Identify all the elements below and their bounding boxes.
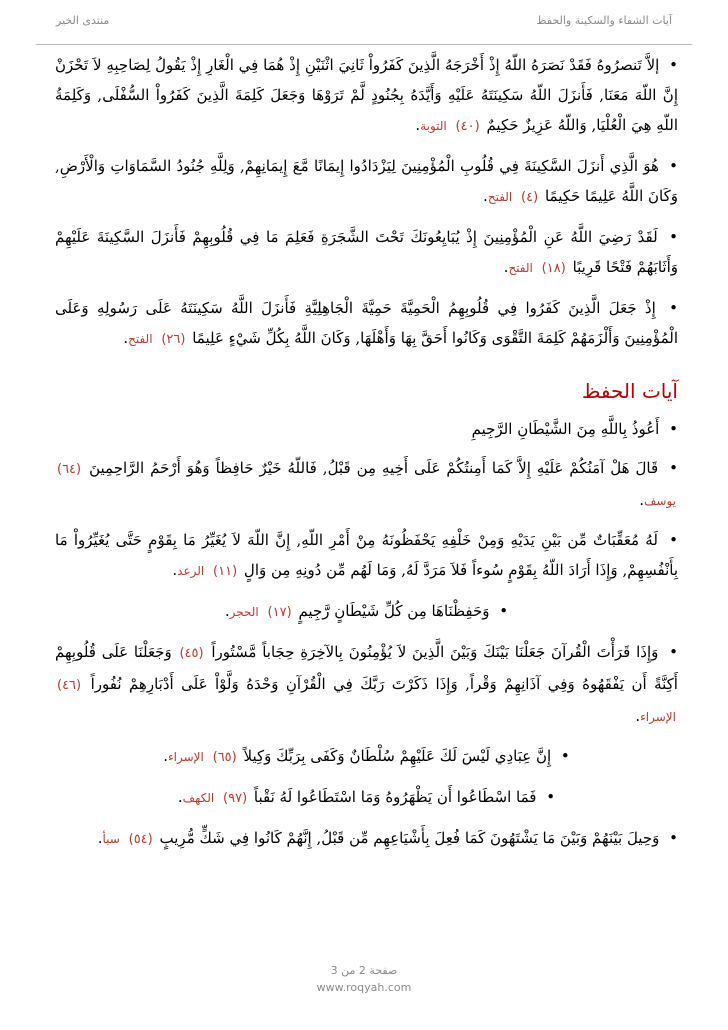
verse-text: وَإِذَا قَرَأْتَ الْقُرآنَ جَعَلْنَا بَيْنَكَ وَبَيْنَ الَّذِينَ لاَ يُؤْمِنُونَ بِالآخِرَةِ حِجَاباً مَّسْتُوراً bbox=[211, 643, 659, 661]
verse-end: . bbox=[639, 491, 644, 509]
verse-text: وَحَفِظْنَاهَا مِن كُلِّ شَيْطَانٍ رَّجِيمٍ bbox=[298, 602, 490, 620]
verse-sakina-3 bbox=[55, 222, 678, 284]
verse-text: إِنَّ عِبَادِي لَيْسَ لَكَ عَلَيْهِمْ سُلْطَانٌ وَكَفَى بِرَبِّكَ وَكِيلاً bbox=[243, 747, 552, 765]
verse-end: . bbox=[635, 707, 641, 725]
document-title: آيات الشفاء والسكينة والحفظ bbox=[536, 14, 672, 27]
verse-text: لَقَدْ رَضِيَ اللَّهُ عَنِ الْمُؤْمِنِينَ إِذْ يُبَايِعُونَكَ تَحْتَ الشَّجَرَةِ فَعَلِمَ مَا فِي قُلُوبِهِمْ فَأَنزَلَ السَّكِينَةَ عَلَيْهِمْ وَأَثَابَهُمْ فَتْحًا قَرِيبًا bbox=[55, 228, 678, 276]
bullet: • bbox=[669, 157, 678, 175]
verse-text: لَهُ مُعَقِّبَاتٌ مِّن بَيْنِ يَدَيْهِ وَمِنْ خَلْفِهِ يَحْفَظُونَهُ مِنْ أَمْرِ اللّهِ, إِنَّ اللّهَ لاَ يُغَيِّرُ مَا بِقَوْمٍ حَتَّى يُغَيِّرُواْ مَا بِأَنْفُسِهِمْ, وَإِذَا أَرَادَ اللّهُ بِقَوْمٍ سُوءاً فَلاَ مَرَدَّ لَهُ, وَمَا لَهُم مِّن دُونِهِ مِن وَالٍ bbox=[55, 531, 678, 579]
surah-name: الفتح bbox=[487, 190, 513, 204]
surah-name: الرعد bbox=[177, 564, 205, 578]
bullet: • bbox=[546, 788, 556, 806]
verse-number: (٩٧) bbox=[223, 791, 248, 806]
bullet: • bbox=[560, 747, 570, 765]
site-name: منتدى الخير bbox=[56, 14, 110, 27]
verse-end: . bbox=[172, 561, 178, 579]
verse-hifz-8 bbox=[55, 823, 678, 855]
surah-name: الفتح bbox=[128, 332, 153, 346]
verse-end: . bbox=[483, 187, 488, 205]
verse-number: (١٨) bbox=[541, 261, 566, 276]
page-footer bbox=[0, 962, 728, 996]
verse-hifz-6 bbox=[55, 741, 678, 773]
surah-name: الكهف bbox=[182, 791, 215, 805]
bullet: • bbox=[669, 299, 678, 317]
verse-hifz-2 bbox=[55, 453, 678, 516]
bullet: • bbox=[669, 420, 678, 438]
bullet: • bbox=[669, 643, 678, 661]
section-title: آيات الحفظ bbox=[581, 379, 678, 403]
verse-text: أَعُوذُ بِاللَّهِ مِنَ الشَّيْطَانِ الرَّجِيمِ bbox=[471, 420, 660, 438]
verse-text-continued: وَجَعَلْنَا عَلَى قُلُوبِهِمْ أَكِنَّةً أَن يَفْقَهُوهُ وَفِي آذَانِهِمْ وَقْراً, وَإِذَا ذَكَرْتَ رَبَّكَ فِي الْقُرْآنِ وَحْدَهُ وَلَّوْاْ عَلَى أَدْبَارِهِمْ نُفُوراً bbox=[55, 643, 678, 693]
verse-hifz-7 bbox=[55, 782, 678, 814]
bullet: • bbox=[669, 56, 678, 74]
page-content bbox=[55, 50, 678, 855]
verse-number: (٢٦) bbox=[161, 332, 186, 347]
verse-end: . bbox=[123, 329, 129, 347]
verse-end: . bbox=[224, 602, 230, 620]
verse-end: . bbox=[503, 258, 509, 276]
bullet: • bbox=[669, 531, 678, 549]
verse-hifz-1 bbox=[55, 414, 678, 444]
verse-number: (١١) bbox=[213, 564, 238, 579]
bullet: • bbox=[669, 228, 678, 246]
bullet: • bbox=[669, 459, 678, 477]
bullet: • bbox=[499, 602, 509, 620]
verse-end: . bbox=[97, 829, 103, 847]
bullet: • bbox=[669, 829, 678, 847]
verse-end: . bbox=[415, 116, 421, 134]
verse-number: (٦٥) bbox=[212, 750, 237, 765]
verse-sakina-2 bbox=[55, 151, 678, 213]
verse-hifz-3 bbox=[55, 525, 678, 587]
footer-url[interactable]: www.roqyah.com bbox=[316, 981, 412, 994]
verse-number: (٥٤) bbox=[128, 832, 153, 847]
verse-number: (٤٦) bbox=[57, 678, 82, 693]
page-header bbox=[36, 10, 692, 45]
verse-sakina-4 bbox=[55, 293, 678, 355]
verse-text: وَحِيلَ بَيْنَهُمْ وَبَيْنَ مَا يَشْتَهُونَ كَمَا فُعِلَ بِأَشْيَاعِهِم مِّن قَبْلُ, إِنَّهُمْ كَانُوا فِي شَكٍّ مُّرِيبٍ bbox=[159, 829, 660, 847]
verse-text: فَمَا اسْطَاعُوا أَن يَظْهَرُوهُ وَمَا اسْتَطَاعُوا لَهُ نَقْباً bbox=[253, 788, 537, 806]
verse-text: هُوَ الَّذِي أَنزَلَ السَّكِينَةَ فِي قُلُوبِ الْمُؤْمِنِينَ لِيَزْدَادُوا إِيمَانًا مَّعَ إِيمَانِهِمْ, وَلِلَّهِ جُنُودُ السَّمَاوَاتِ وَالْأَرْضِ, وَكَانَ اللَّهُ عَلِيمًا حَكِيمًا bbox=[55, 157, 678, 205]
verse-text: إِذْ جَعَلَ الَّذِينَ كَفَرُوا فِي قُلُوبِهِمُ الْحَمِيَّةَ حَمِيَّةَ الْجَاهِلِيَّةِ فَأَنزَلَ اللَّهُ سَكِينَتَهُ عَلَى رَسُولِهِ وَعَلَى الْمُؤْمِنِينَ وَأَلْزَمَهُمْ كَلِمَةَ التَّقْوَى وَكَانُوا أَحَقَّ بِهَا وَأَهْلَهَا, وَكَانَ اللَّهُ بِكُلِّ شَيْءٍ عَلِيمًا bbox=[55, 299, 678, 347]
surah-name: يوسف bbox=[643, 494, 676, 508]
surah-name: سبأ bbox=[102, 832, 120, 846]
verse-number: (٦٤) bbox=[57, 462, 82, 477]
verse-end: . bbox=[177, 788, 183, 806]
verse-number: (٤) bbox=[521, 190, 539, 205]
verse-text: قَالَ هَلْ آمَنُكُمْ عَلَيْهِ إِلاَّ كَمَا أَمِنتُكُمْ عَلَى أَخِيهِ مِن قَبْلُ, فَاللّهُ خَيْرٌ حَافِظاً وَهُوَ أَرْحَمُ الرَّاحِمِينَ bbox=[89, 459, 659, 477]
verse-text: إلاَّ تَنصرُوهُ فَقَدْ نَصَرَهُ اللّهُ إِذْ أَخْرَجَهُ الَّذِينَ كَفَرُواْ ثَانِيَ اثْنَيْنِ إِذْ هُمَا فِي الْغَارِ إِذْ يَقُولُ لِصَاحِبِهِ لاَ تَحْزَنْ إِنَّ اللّهَ مَعَنَا, فَأَنزَلَ اللّهُ سَكِينَتَهُ عَلَيْهِ وَأَيَّدَهُ بِجُنُودٍ لَّمْ تَرَوْهَا وَجَعَلَ كَلِمَةَ الَّذِينَ كَفَرُواْ السُّفْلَى, وَكَلِمَةُ اللّهِ هِيَ الْعُلْيَا, وَاللّهُ عَزِيزٌ حَكِيمٌ bbox=[55, 56, 678, 134]
verse-end: . bbox=[163, 747, 168, 765]
verse-number: (٤٠) bbox=[455, 119, 480, 134]
verse-hifz-5 bbox=[55, 637, 678, 732]
surah-name: الإسراء bbox=[168, 750, 204, 764]
verse-number: (١٧) bbox=[267, 605, 292, 620]
verse-number: (٤٥) bbox=[179, 646, 204, 661]
surah-name: الحجر bbox=[229, 605, 259, 619]
verse-hifz-4 bbox=[55, 596, 678, 628]
surah-name: الفتح bbox=[508, 261, 533, 275]
verse-sakina-1 bbox=[55, 50, 678, 142]
surah-name: الإسراء bbox=[640, 710, 676, 724]
surah-name: التوبة bbox=[420, 119, 447, 133]
page-number: صفحة 2 من 3 bbox=[330, 964, 398, 977]
